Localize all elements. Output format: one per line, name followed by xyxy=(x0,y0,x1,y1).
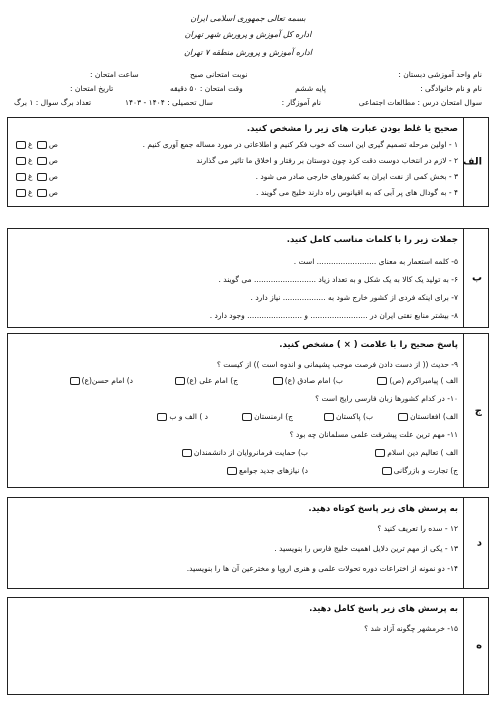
section-c xyxy=(7,333,489,488)
true-checkbox[interactable] xyxy=(37,189,47,197)
question-11: ۱۱- مهم ترین علت پیشرفت علمی مسلمانان چه بود ؟ xyxy=(289,430,458,439)
option-checkbox[interactable] xyxy=(157,413,167,421)
section-a-letter: الف xyxy=(463,118,489,206)
question-10: ۱۰- در کدام کشورها زبان فارسی رایج است ؟ xyxy=(315,394,458,403)
tf-row-1: ص غ xyxy=(14,140,58,149)
name-label: نام و نام خانوادگی : xyxy=(420,84,482,93)
header-line-2: اداره کل آموزش و پرورش شهر تهران xyxy=(184,30,312,39)
q11-option-c[interactable]: ج) تجارت و بازرگانی xyxy=(380,466,458,475)
question-7: ۷- برای اینکه فردی از کشور خارج شود به .................. نیاز دارد . xyxy=(250,293,458,302)
header-line-1: بسمه تعالی جمهوری اسلامی ایران xyxy=(190,14,306,23)
teacher-label: نام آموزگار : xyxy=(281,98,321,107)
question-12: ۱۲ - سده را تعریف کنید ؟ xyxy=(377,524,458,533)
q11-option-a[interactable]: الف ) تعالیم دین اسلام xyxy=(373,448,458,457)
false-checkbox[interactable] xyxy=(16,157,26,165)
option-checkbox[interactable] xyxy=(227,467,237,475)
start-time-label: ساعت امتحان : xyxy=(90,70,139,79)
option-checkbox[interactable] xyxy=(242,413,252,421)
question-4: ۴ - به گودال های پر آبی که به اقیانوس راه دارند خلیج می گویند . xyxy=(255,188,458,197)
exam-subject: سوال امتحان درس : مطالعات اجتماعی xyxy=(358,98,482,107)
section-b-letter: ب xyxy=(463,229,489,327)
section-e xyxy=(7,597,489,695)
option-checkbox[interactable] xyxy=(324,413,334,421)
q9-option-c[interactable]: ج) امام علی (ع) xyxy=(173,376,239,385)
shift-label: نوبت امتحانی صبح xyxy=(190,70,248,79)
tf-row-2: ص غ xyxy=(14,156,58,165)
duration-label: وقت امتحان : ۵۰ دقیقه xyxy=(170,84,243,93)
tf-row-4: ص غ xyxy=(14,188,58,197)
section-d-title: به پرسش های زیر پاسخ کوتاه دهید. xyxy=(308,504,458,514)
unit-label: نام واحد آموزشی دبستان : xyxy=(398,70,482,79)
option-checkbox[interactable] xyxy=(175,377,185,385)
true-checkbox[interactable] xyxy=(37,173,47,181)
true-checkbox[interactable] xyxy=(37,157,47,165)
option-checkbox[interactable] xyxy=(375,449,385,457)
q11-option-b[interactable]: ب) حمایت فرمانروایان از دانشمندان xyxy=(180,448,308,457)
option-checkbox[interactable] xyxy=(273,377,283,385)
grade-label: پایه ششم xyxy=(295,84,326,93)
question-15: ۱۵- خرمشهر چگونه آزاد شد ؟ xyxy=(364,624,458,633)
q9-option-b[interactable]: ب) امام صادق (ع) xyxy=(271,376,343,385)
question-5: ۵- کلمه استعمار به معنای ......................... است . xyxy=(293,257,458,266)
option-checkbox[interactable] xyxy=(182,449,192,457)
q10-option-d[interactable]: د ) الف و ب xyxy=(155,412,208,421)
year-label: سال تحصیلی : ۱۴۰۴ - ۱۴۰۳ xyxy=(125,98,213,107)
section-a xyxy=(7,117,489,207)
q10-option-b[interactable]: ب) پاکستان xyxy=(322,412,373,421)
option-checkbox[interactable] xyxy=(382,467,392,475)
section-d xyxy=(7,497,489,589)
q10-option-c[interactable]: ج) ارمنستان xyxy=(240,412,293,421)
question-14: ۱۴- دو نمونه از اختراعات دوره تحولات علمی و هنری اروپا و مخترعین آن ها را بنویسید. xyxy=(186,564,458,573)
header-line-3: اداره آموزش و پرورش منطقه ۷ تهران xyxy=(184,48,312,57)
option-checkbox[interactable] xyxy=(70,377,80,385)
section-b xyxy=(7,228,489,328)
section-c-title: پاسخ صحیح را با علامت ( × ) مشخص کنید. xyxy=(279,340,458,350)
question-1: ۱ - اولین مرحله تصمیم گیری این است که خوب فکر کنیم و اطلاعاتی در مورد مساله جمع آوری کنیم . xyxy=(142,140,458,149)
date-label: تاریخ امتحان : xyxy=(70,84,114,93)
q9-option-a[interactable]: الف ) پیامبراکرم (ص) xyxy=(375,376,458,385)
question-8: ۸- بیشتر منابع نفتی ایران در ........................ و ....................... وجود دارد . xyxy=(209,311,458,320)
q10-option-a[interactable]: الف) افغانستان xyxy=(396,412,458,421)
question-3: ۳ - بخش کمی از نفت ایران به کشورهای خارجی صادر می شود . xyxy=(255,172,458,181)
q9-option-d[interactable]: د) امام حسن(ع) xyxy=(68,376,133,385)
q11-option-d[interactable]: د) نیازهای جدید جوامع xyxy=(225,466,308,475)
section-d-letter: د xyxy=(463,498,489,588)
question-13: ۱۳ - یکی از مهم ترین دلایل اهمیت خلیج فارس را بنویسید . xyxy=(274,544,458,553)
section-c-letter: ج xyxy=(463,334,489,487)
section-e-letter: ه xyxy=(463,598,489,694)
pages-label: تعداد برگ سوال : ۱ برگ xyxy=(14,98,92,107)
question-2: ۲ - لازم در انتخاب دوست دقت کرد چون دوستان بر رفتار و اخلاق ما تاثیر می گذارند xyxy=(196,156,458,165)
option-checkbox[interactable] xyxy=(377,377,387,385)
section-b-title: جملات زیر را با کلمات مناسب کامل کنید. xyxy=(286,235,458,245)
option-checkbox[interactable] xyxy=(398,413,408,421)
false-checkbox[interactable] xyxy=(16,189,26,197)
false-checkbox[interactable] xyxy=(16,141,26,149)
section-e-title: به پرسش های زیر پاسخ کامل دهید. xyxy=(309,604,458,614)
false-checkbox[interactable] xyxy=(16,173,26,181)
section-a-title: صحیح یا غلط بودن عبارت های زیر را مشخص کنید. xyxy=(246,124,458,134)
question-6: ۶- به تولید یک کالا به یک شکل و به تعداد زیاد .......................... می گویند . xyxy=(218,275,458,284)
tf-row-3: ص غ xyxy=(14,172,58,181)
question-9: ۹- حدیث (( از دست دادن فرصت موجب پشیمانی و اندوه است )) از کیست ؟ xyxy=(216,360,458,369)
true-checkbox[interactable] xyxy=(37,141,47,149)
